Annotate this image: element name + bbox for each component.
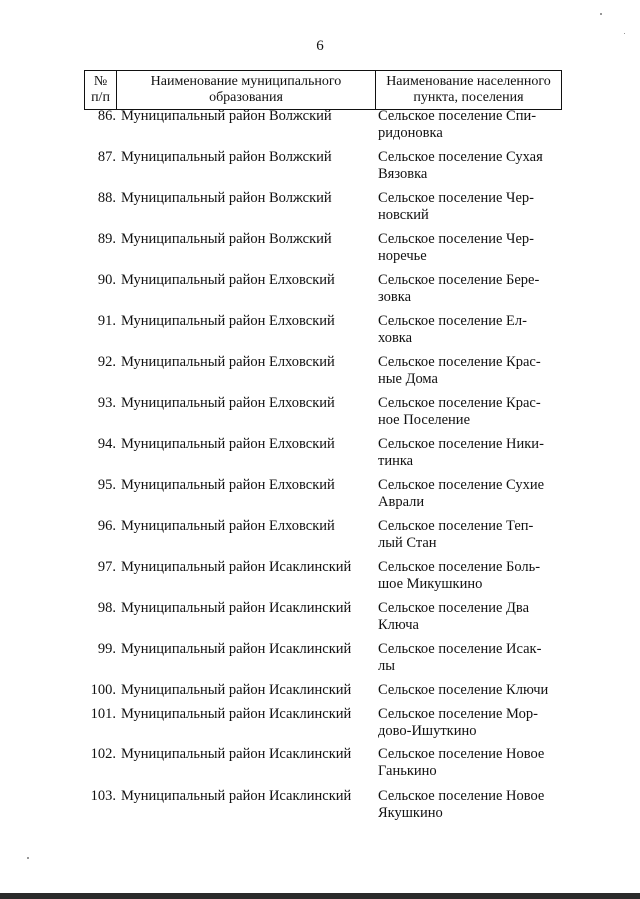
- table-row: [0, 231, 640, 271]
- row-settlement-line1: Сельское поселение Ключи: [378, 682, 549, 698]
- row-settlement-line2: Якушкино: [378, 805, 443, 821]
- row-number: 86.: [97, 108, 116, 124]
- row-number: 91.: [97, 313, 116, 329]
- scan-speck: [600, 13, 602, 15]
- row-municipality: Муниципальный район Исаклинский: [121, 600, 352, 616]
- row-number: 88.: [97, 190, 116, 206]
- row-municipality: Муниципальный район Волжский: [121, 149, 332, 165]
- table-row: [0, 788, 640, 828]
- header-settlement-column: [376, 71, 561, 109]
- row-number: 103.: [90, 788, 116, 804]
- row-number: 100.: [90, 682, 116, 698]
- row-settlement: [378, 108, 568, 142]
- row-settlement-line2: ридоновка: [378, 125, 443, 141]
- row-settlement: [378, 788, 568, 822]
- row-settlement: [378, 190, 568, 224]
- row-settlement-line2: лы: [378, 658, 395, 674]
- table-row: [0, 395, 640, 435]
- row-municipality: Муниципальный район Волжский: [121, 231, 332, 247]
- row-settlement: [378, 706, 568, 740]
- row-settlement-line2: Ключа: [378, 617, 419, 633]
- row-settlement-line1: Сельское поселение Сухая: [378, 149, 543, 165]
- row-settlement: [378, 600, 568, 634]
- header-settlement-line2: пункта, поселения: [413, 90, 524, 105]
- row-number: 95.: [97, 477, 116, 493]
- row-settlement-line1: Сельское поселение Ел-: [378, 313, 527, 329]
- row-settlement-line2: Аврали: [378, 494, 425, 510]
- row-settlement-line1: Сельское поселение Боль-: [378, 559, 541, 575]
- table-row: [0, 600, 640, 640]
- table-row: [0, 149, 640, 189]
- row-settlement-line2: норечье: [378, 248, 427, 264]
- row-settlement: [378, 272, 568, 306]
- row-settlement-line2: Вязовка: [378, 166, 428, 182]
- table-row: [0, 272, 640, 312]
- row-settlement: [378, 641, 568, 675]
- row-settlement-line2: ные Дома: [378, 371, 438, 387]
- row-number: 87.: [97, 149, 116, 165]
- row-settlement-line1: Сельское поселение Ники-: [378, 436, 544, 452]
- row-number: 93.: [97, 395, 116, 411]
- row-settlement-line1: Сельское поселение Крас-: [378, 395, 541, 411]
- table-row: [0, 436, 640, 476]
- scan-bottom-edge: [0, 893, 640, 899]
- row-number: 98.: [97, 600, 116, 616]
- row-settlement: [378, 436, 568, 470]
- row-settlement-line1: Сельское поселение Мор-: [378, 706, 538, 722]
- row-municipality: Муниципальный район Исаклинский: [121, 746, 352, 762]
- row-municipality: Муниципальный район Волжский: [121, 190, 332, 206]
- row-settlement: [378, 313, 568, 347]
- row-settlement-line2: новский: [378, 207, 429, 223]
- row-municipality: Муниципальный район Елховский: [121, 313, 335, 329]
- row-settlement: [378, 231, 568, 265]
- row-settlement-line1: Сельское поселение Крас-: [378, 354, 541, 370]
- row-number: 101.: [90, 706, 116, 722]
- table-row: [0, 706, 640, 746]
- row-municipality: Муниципальный район Волжский: [121, 108, 332, 124]
- row-settlement-line2: лый Стан: [378, 535, 437, 551]
- row-settlement-line1: Сельское поселение Спи-: [378, 108, 537, 124]
- scan-speck: [27, 857, 29, 859]
- table-row: [0, 313, 640, 353]
- row-settlement-line1: Сельское поселение Чер-: [378, 190, 534, 206]
- row-settlement-line2: Ганькино: [378, 763, 437, 779]
- row-municipality: Муниципальный район Исаклинский: [121, 641, 352, 657]
- row-settlement-line2: зовка: [378, 289, 412, 305]
- table-row: [0, 190, 640, 230]
- row-settlement: [378, 746, 568, 780]
- table-row: [0, 477, 640, 517]
- row-municipality: Муниципальный район Исаклинский: [121, 682, 352, 698]
- header-settlement-line1: Наименование населенного: [386, 74, 551, 89]
- row-number: 94.: [97, 436, 116, 452]
- row-number: 90.: [97, 272, 116, 288]
- row-municipality: Муниципальный район Исаклинский: [121, 788, 352, 804]
- header-municipality-line2: образования: [209, 90, 283, 105]
- row-settlement-line1: Сельское поселение Исак-: [378, 641, 542, 657]
- row-settlement-line2: шое Микушкино: [378, 576, 483, 592]
- row-settlement-line1: Сельское поселение Два: [378, 600, 530, 616]
- row-settlement-line1: Сельское поселение Бере-: [378, 272, 540, 288]
- row-settlement-line2: тинка: [378, 453, 414, 469]
- row-settlement-line1: Сельское поселение Теп-: [378, 518, 534, 534]
- table-row: [0, 108, 640, 148]
- header-municipality-line1: Наименование муниципального: [150, 74, 342, 89]
- table-row: [0, 354, 640, 394]
- row-municipality: Муниципальный район Елховский: [121, 354, 335, 370]
- row-settlement-line2: ховка: [378, 330, 413, 346]
- row-municipality: Муниципальный район Елховский: [121, 395, 335, 411]
- row-settlement-line1: Сельское поселение Новое: [378, 746, 545, 762]
- row-number: 102.: [90, 746, 116, 762]
- row-municipality: Муниципальный район Исаклинский: [121, 559, 352, 575]
- row-number: 92.: [97, 354, 116, 370]
- header-number-line1: №: [93, 74, 108, 89]
- row-settlement: [378, 477, 568, 511]
- row-municipality: Муниципальный район Елховский: [121, 272, 335, 288]
- row-settlement-line1: Сельское поселение Чер-: [378, 231, 534, 247]
- row-number: 97.: [97, 559, 116, 575]
- row-settlement: [378, 559, 568, 593]
- row-municipality: Муниципальный район Елховский: [121, 436, 335, 452]
- row-municipality: Муниципальный район Елховский: [121, 477, 335, 493]
- row-number: 89.: [97, 231, 116, 247]
- row-settlement-line1: Сельское поселение Сухие: [378, 477, 545, 493]
- header-number-column: [85, 71, 117, 109]
- row-municipality: Муниципальный район Исаклинский: [121, 706, 352, 722]
- row-settlement-line2: ное Поселение: [378, 412, 471, 428]
- row-settlement: [378, 682, 568, 699]
- row-number: 99.: [97, 641, 116, 657]
- row-settlement: [378, 149, 568, 183]
- row-municipality: Муниципальный район Елховский: [121, 518, 335, 534]
- table-row: [0, 518, 640, 558]
- header-number-line2: п/п: [91, 90, 110, 105]
- scan-speck: [624, 33, 625, 34]
- table-header: [84, 70, 562, 110]
- row-number: 96.: [97, 518, 116, 534]
- header-municipality-column: [117, 71, 376, 109]
- table-row: [0, 559, 640, 599]
- table-row: [0, 641, 640, 681]
- row-settlement: [378, 395, 568, 429]
- row-settlement: [378, 518, 568, 552]
- row-settlement: [378, 354, 568, 388]
- row-settlement-line2: дово-Ишуткино: [378, 723, 477, 739]
- table-row: [0, 746, 640, 786]
- page-number: 6: [316, 38, 324, 54]
- row-settlement-line1: Сельское поселение Новое: [378, 788, 545, 804]
